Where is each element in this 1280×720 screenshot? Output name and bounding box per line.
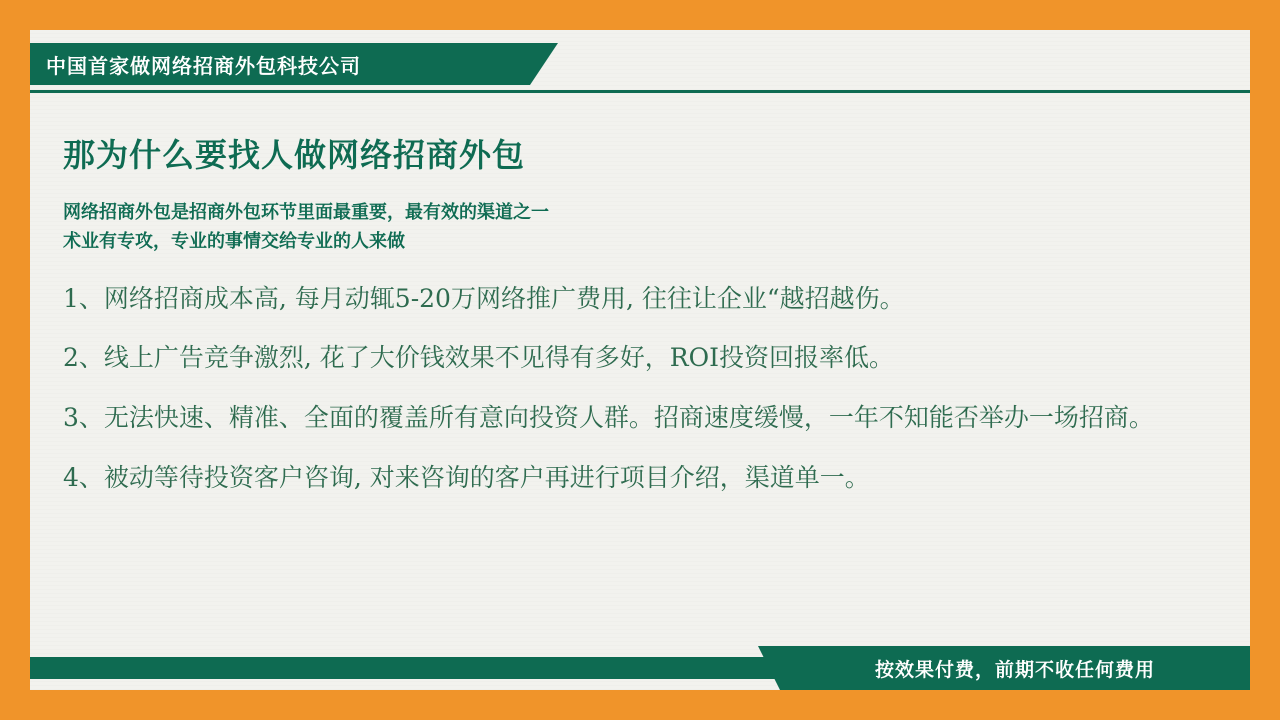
header-divider bbox=[30, 90, 1250, 93]
footer-slogan: 按效果付费，前期不收任何费用 bbox=[874, 659, 1155, 681]
list-item: 4、被动等待投资客户咨询, 对来咨询的客户再进行项目介绍，渠道单一。 bbox=[63, 462, 870, 492]
footer-ribbon-left bbox=[30, 657, 770, 679]
header-ribbon bbox=[30, 43, 530, 85]
slide-paper bbox=[30, 30, 1250, 690]
bullet-list bbox=[63, 282, 1230, 495]
subtitle-line-1: 网络招商外包是招商外包环节里面最重要，最有效的渠道之一 bbox=[63, 202, 549, 222]
subtitle-block bbox=[63, 198, 1230, 256]
header-ribbon-corner bbox=[530, 43, 558, 85]
footer-ribbon bbox=[30, 646, 1250, 690]
slide-content bbox=[63, 130, 1230, 521]
list-item: 1、网络招商成本高, 每月动辄5-20万网络推广费用, 往往让企业“越招越伤。 bbox=[63, 283, 905, 313]
page-title: 那为什么要找人做网络招商外包 bbox=[63, 137, 526, 173]
footer-ribbon-right bbox=[780, 646, 1250, 690]
subtitle-line-2: 术业有专攻，专业的事情交给专业的人来做 bbox=[63, 230, 405, 251]
list-item: 2、线上广告竞争激烈, 花了大价钱效果不见得有多好，ROI投资回报率低。 bbox=[63, 343, 894, 373]
header-title: 中国首家做网络招商外包科技公司 bbox=[46, 55, 361, 78]
list-item: 3、无法快速、精准、全面的覆盖所有意向投资人群。招商速度缓慢，一年不知能否举办一场招商。 bbox=[63, 403, 1154, 433]
